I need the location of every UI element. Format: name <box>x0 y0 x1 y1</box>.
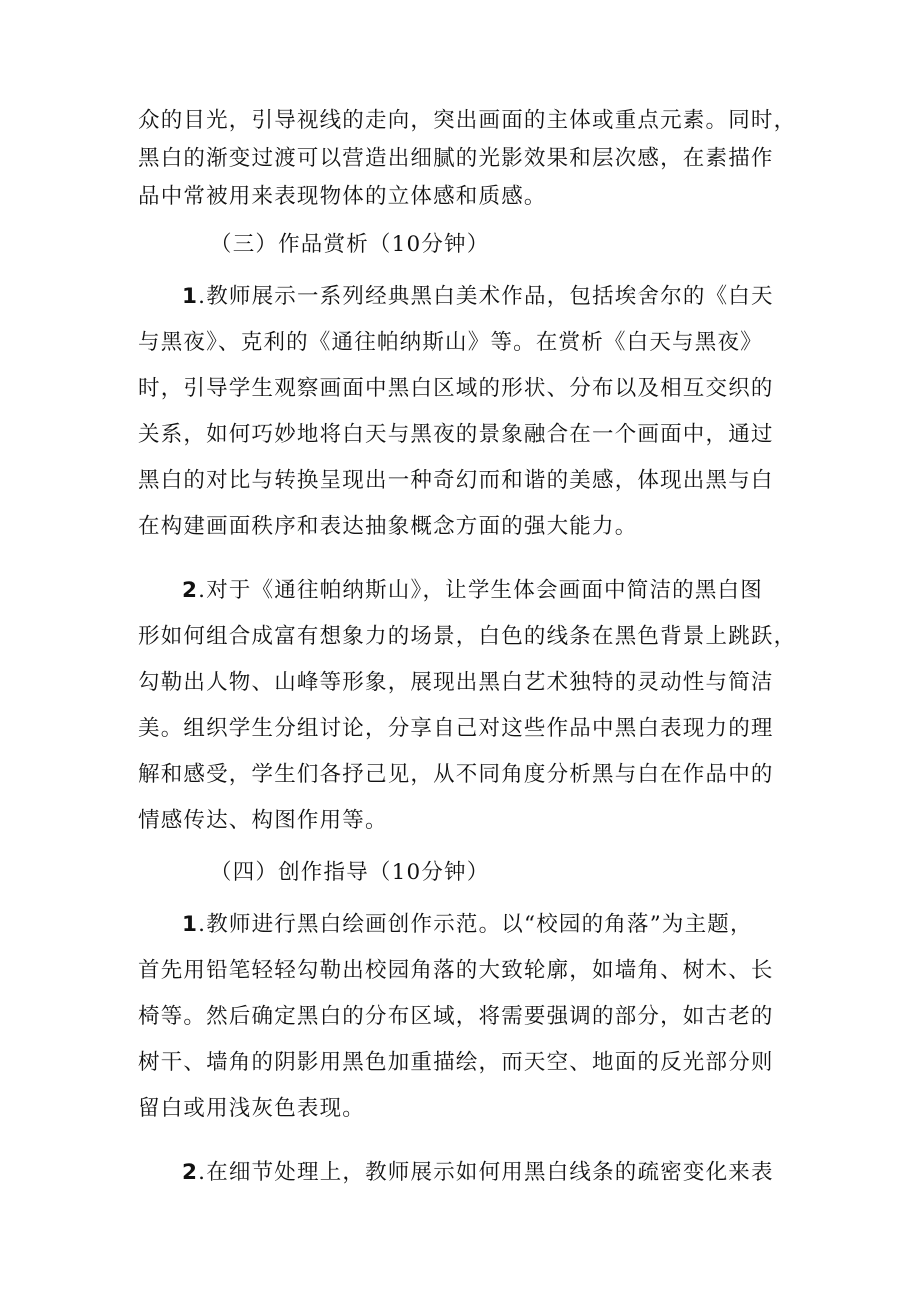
text-line: 勾勒出人物、山峰等形象，展现出黑白艺术独特的灵动性与简洁 <box>138 670 774 695</box>
text-fragment: .对于《通往帕纳斯山》，让学生体会画面中简洁的黑白图 <box>198 578 763 603</box>
text-line <box>138 568 798 614</box>
text-line: 树干、墙角的阴影用黑色加重描绘，而天空、地面的反光部分则 <box>138 1050 774 1075</box>
text-line <box>138 902 798 948</box>
text-line: 美。组织学生分组讨论，分享自己对这些作品中黑白表现力的理 <box>138 716 774 741</box>
text-line <box>138 1150 798 1196</box>
text-line: 解和感受，学生们各抒己见，从不同角度分析黑与白在作品中的 <box>138 762 774 787</box>
text-line: 情感传达、构图作用等。 <box>138 808 388 833</box>
section-heading-3: （三）作品赏析（10分钟） <box>210 232 490 257</box>
text-line: 留白或用浅灰色表现。 <box>138 1096 366 1121</box>
text-line <box>138 274 798 320</box>
item-number: 1 <box>182 284 199 309</box>
text-line: 品中常被用来表现物体的立体感和质感。 <box>138 184 547 209</box>
intro-paragraph <box>138 102 798 216</box>
document-page <box>138 102 798 1196</box>
section4-item-1 <box>138 902 798 1132</box>
section3-item-1 <box>138 274 798 550</box>
item-number: 2 <box>182 1160 199 1185</box>
text-fragment: .在细节处理上，教师展示如何用黑白线条的疏密变化来表 <box>198 1160 774 1185</box>
text-fragment: .教师进行黑白绘画创作示范。以“校园的角落”为主题， <box>198 912 753 937</box>
text-line: 众的目光，引导视线的走向，突出画面的主体或重点元素。同时， <box>138 108 797 133</box>
section4-item-2 <box>138 1150 798 1196</box>
text-line: 椅等。然后确定黑白的分布区域，将需要强调的部分，如古老的 <box>138 1004 774 1029</box>
text-line: 时，引导学生观察画面中黑白区域的形状、分布以及相互交织的 <box>138 376 774 401</box>
section-heading-4: （四）创作指导（10分钟） <box>210 860 490 885</box>
item-number: 2 <box>182 578 199 603</box>
item-number: 1 <box>182 912 199 937</box>
text-fragment: .教师展示一系列经典黑白美术作品，包括埃舍尔的《白天 <box>198 284 774 309</box>
text-line: 与黑夜》、克利的《通往帕纳斯山》等。在赏析《白天与黑夜》 <box>138 330 763 355</box>
text-line: 黑白的对比与转换呈现出一种奇幻而和谐的美感，体现出黑与白 <box>138 468 774 493</box>
section3-item-2 <box>138 568 798 844</box>
text-line: 黑白的渐变过渡可以营造出细腻的光影效果和层次感，在素描作 <box>138 146 774 171</box>
text-line: 形如何组合成富有想象力的场景，白色的线条在黑色背景上跳跃， <box>138 624 797 649</box>
text-line: 在构建画面秩序和表达抽象概念方面的强大能力。 <box>138 514 638 539</box>
text-line: 首先用铅笔轻轻勾勒出校园角落的大致轮廓，如墙角、树木、长 <box>138 958 774 983</box>
text-line: 关系，如何巧妙地将白天与黑夜的景象融合在一个画面中，通过 <box>138 422 774 447</box>
